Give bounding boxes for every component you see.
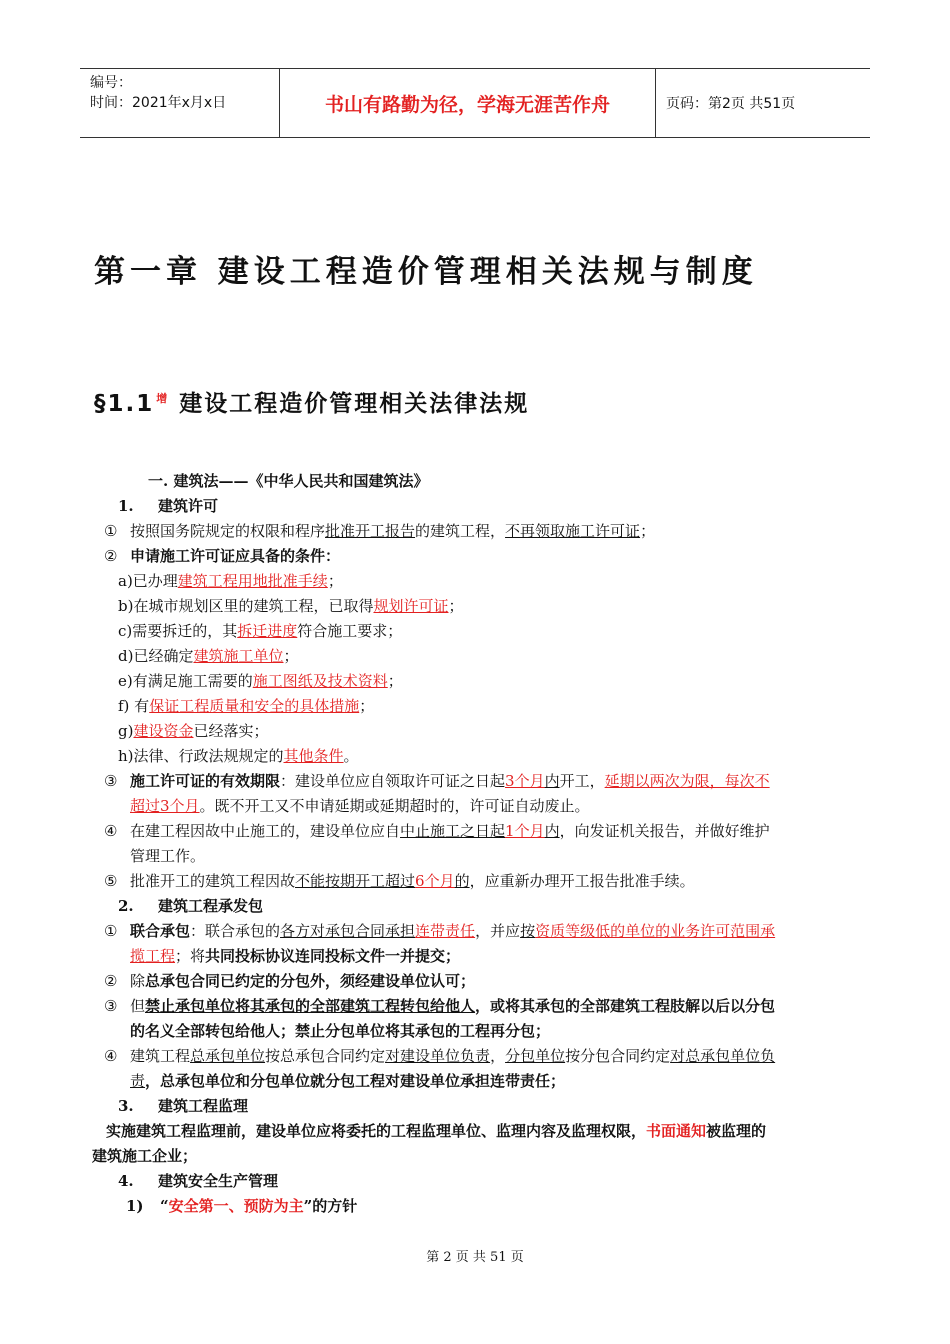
condition-f: f) 有保证工程质量和安全的具体措施； — [118, 697, 375, 715]
subheading-1: 1. 建筑许可 — [118, 497, 219, 515]
contract-item-1: ① 联合承包：联合承包的各方对承包合同承担连带责任，并应按资质等级低的单位的业务许可范围承 — [104, 922, 776, 940]
condition-h: h)法律、行政法规规定的其他条件。 — [118, 747, 359, 765]
header-table — [80, 68, 870, 138]
section-tag: 增 — [156, 392, 170, 406]
section-heading — [94, 385, 529, 418]
condition-b: b)在城市规划区里的建筑工程，已取得规划许可证； — [118, 597, 464, 615]
item-4-cont: 管理工作。 — [130, 847, 206, 865]
chapter-title: 第一章 建设工程造价管理相关法规与制度 — [94, 254, 758, 290]
page-footer: 第 2 页 共 51 页 — [426, 1250, 524, 1265]
contract-item-4: ④ 建筑工程总承包单位按总承包合同约定对建设单位负责，分包单位按分包合同约定对总承包单位负 — [104, 1047, 776, 1065]
contract-item-4-cont: 责，总承包单位和分包单位就分包工程对建设单位承担连带责任； — [130, 1072, 566, 1090]
contract-item-1-cont: 揽工程；将共同投标协议连同投标文件一并提交； — [130, 947, 461, 965]
item-2: ② 申请施工许可证应具备的条件： — [104, 547, 341, 565]
condition-a: a)已办理建筑工程用地批准手续； — [118, 572, 343, 590]
header-motto: 书山有路勤为径，学海无涯苦作舟 — [280, 69, 656, 137]
condition-d: d)已经确定建筑施工单位； — [118, 647, 299, 665]
item-3-cont: 超过3个月。既不开工又不申请延期或延期超时的，许可证自动废止。 — [130, 797, 590, 815]
condition-g: g)建设资金已经落实； — [118, 722, 269, 740]
item-1: ① 按照国务院规定的权限和程序批准开工报告的建筑工程，不再领取施工许可证； — [104, 522, 656, 540]
contract-item-3-cont: 的名义全部转包给他人；禁止分包单位将其承包的工程再分包； — [130, 1022, 551, 1040]
date-label: 时间：2021年x月x日 — [90, 95, 227, 111]
subheading-4: 4. 建筑安全生产管理 — [118, 1172, 279, 1190]
item-3: ③ 施工许可证的有效期限：建设单位应自领取许可证之日起3个月内开工，延期以两次为限，每次不 — [104, 772, 770, 790]
supervision-para: 实施建筑工程监理前，建设单位应将委托的工程监理单位、监理内容及监理权限，书面通知被监理的 — [106, 1122, 767, 1140]
item-5: ⑤ 批准开工的建筑工程因故不能按期开工超过6个月的，应重新办理开工报告批准手续。 — [104, 872, 695, 890]
header-page-info: 页码：第2页 共51页 — [666, 96, 796, 112]
safety-policy: 1) “安全第一、预防为主”的方针 — [126, 1197, 358, 1215]
code-label: 编号： — [90, 75, 132, 91]
subheading-3: 3. 建筑工程监理 — [118, 1097, 249, 1115]
header-left-cell — [80, 69, 280, 137]
section-number: §1.1 — [94, 391, 155, 417]
contract-item-3: ③ 但禁止承包单位将其承包的全部建筑工程转包给他人，或将其承包的全部建筑工程肢解以后以分包 — [104, 997, 776, 1015]
item-4: ④ 在建工程因故中止施工的，建设单位应自中止施工之日起1个月内，向发证机关报告，并做好维护 — [104, 822, 770, 840]
heading-architecture-law: 一. 建筑法——《中华人民共和国建筑法》 — [148, 472, 429, 490]
condition-e: e)有满足施工需要的施工图纸及技术资料； — [118, 672, 403, 690]
section-title: 建设工程造价管理相关法律法规 — [179, 391, 530, 417]
contract-item-2: ② 除总承包合同已约定的分包外，须经建设单位认可； — [104, 972, 476, 990]
condition-c: c)需要拆迁的，其拆迁进度符合施工要求； — [118, 622, 403, 640]
subheading-2: 2. 建筑工程承发包 — [118, 897, 264, 915]
supervision-para-cont: 建筑施工企业； — [92, 1147, 198, 1165]
